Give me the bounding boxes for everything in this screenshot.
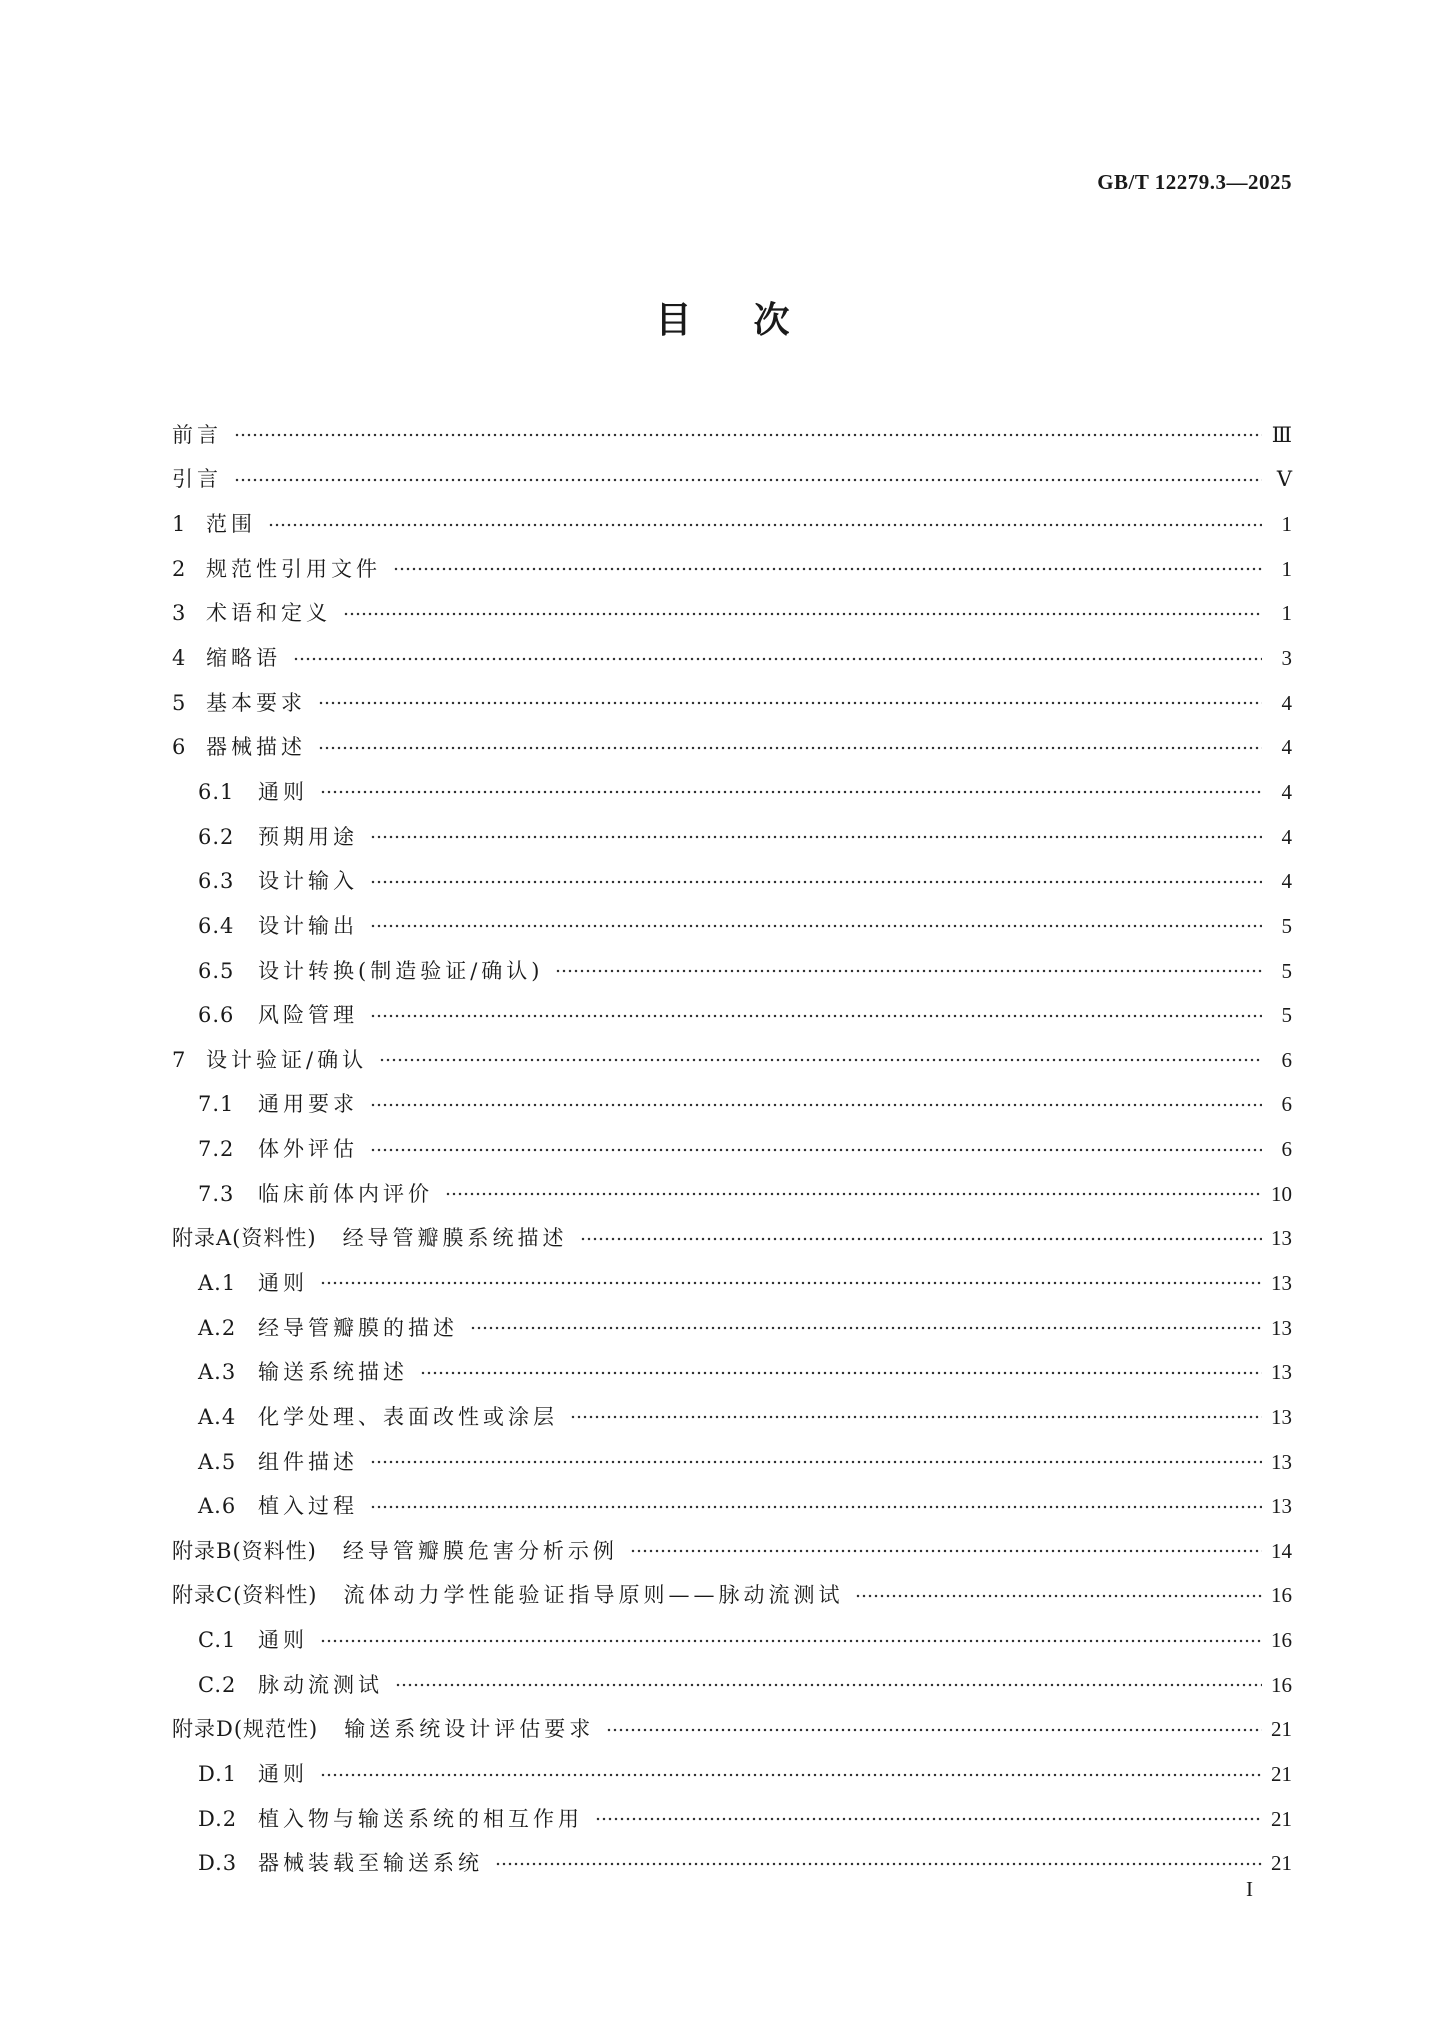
toc-entry-number: 6.1 [198, 779, 235, 804]
toc-entry-page-number: 5 [1281, 1003, 1292, 1028]
toc-entry-page-number: 4 [1281, 779, 1292, 804]
toc-entry-number: 7.3 [198, 1181, 235, 1206]
toc-entry[interactable] [172, 413, 1292, 458]
toc-entry-title: 通则 [258, 1628, 308, 1653]
toc-entry-title: 流体动力学性能验证指导原则——脉动流测试 [343, 1583, 844, 1608]
toc-entry-page-number: 3 [1281, 646, 1292, 671]
toc-entry-title: 设计验证/确认 [206, 1047, 368, 1072]
dot-leader [370, 1103, 1262, 1107]
toc-entry[interactable] [172, 547, 1292, 592]
toc-entry-number: 3 [172, 601, 187, 626]
toc-entry-title: 通则 [258, 1762, 308, 1787]
toc-entry-title: 器械描述 [206, 735, 306, 760]
toc-entry-number: A.1 [198, 1270, 237, 1295]
toc-entry[interactable] [172, 725, 1292, 770]
toc-entry[interactable] [172, 859, 1292, 904]
toc-entry[interactable] [172, 1752, 1292, 1797]
toc-entry-page-number: 16 [1271, 1628, 1292, 1653]
dot-leader [343, 612, 1262, 616]
dot-leader [318, 701, 1262, 705]
toc-entry-number: 4 [172, 646, 187, 671]
toc-entry-title: 规范性引用文件 [206, 556, 381, 581]
toc-entry-title: 通则 [258, 1270, 308, 1295]
dot-leader [370, 924, 1262, 928]
toc-entry-annex-type: (资料性) [232, 1538, 317, 1563]
dot-leader [570, 1415, 1262, 1419]
dot-leader [370, 1014, 1262, 1018]
toc-entry-page-number: 1 [1281, 601, 1292, 626]
toc-entry-page-number: 13 [1271, 1360, 1292, 1385]
toc-entry-page-number: 4 [1281, 735, 1292, 760]
dot-leader [580, 1237, 1262, 1241]
toc-entry-title: 设计输入 [258, 869, 358, 894]
toc-entry-page-number: 21 [1271, 1851, 1292, 1876]
toc-entry-number: 附录C [172, 1583, 234, 1608]
toc-entry-number: A.4 [198, 1404, 237, 1429]
dot-leader [395, 1683, 1262, 1687]
dot-leader [370, 1505, 1262, 1509]
toc-entry[interactable] [172, 1083, 1292, 1128]
toc-entry-number: 7 [172, 1047, 187, 1072]
toc-entry[interactable] [172, 1440, 1292, 1485]
toc-entry-number: C.2 [198, 1672, 237, 1697]
toc-entry-page-number: 13 [1271, 1449, 1292, 1474]
toc-entry-number: 6.4 [198, 913, 235, 938]
toc-entry-number: A.2 [198, 1315, 237, 1340]
toc-entry-number: 6.2 [198, 824, 235, 849]
toc-entry-page-number: Ⅲ [1271, 422, 1292, 447]
dot-leader [370, 880, 1262, 884]
toc-entry[interactable] [172, 1038, 1292, 1083]
toc-entry[interactable] [172, 1574, 1292, 1619]
toc-entry-title: 设计转换(制造验证/确认) [258, 958, 544, 983]
toc-entry-title: 引言 [172, 467, 222, 492]
toc-entry-title: 基本要求 [206, 690, 306, 715]
dot-leader [320, 790, 1262, 794]
toc-entry-number: 附录B [172, 1538, 233, 1563]
toc-entry-number: 2 [172, 556, 187, 581]
dot-leader [855, 1594, 1262, 1598]
toc-entry-number: D.3 [198, 1851, 238, 1876]
dot-leader [495, 1862, 1262, 1866]
toc-entry[interactable] [172, 1842, 1292, 1887]
toc-entry-title: 经导管瓣膜系统描述 [342, 1226, 568, 1251]
toc-entry-number: 7.1 [198, 1092, 235, 1117]
toc-entry-number: D.2 [198, 1806, 238, 1831]
dot-leader [318, 746, 1262, 750]
toc-entry[interactable] [172, 1261, 1292, 1306]
toc-entry[interactable] [172, 770, 1292, 815]
dot-leader [470, 1326, 1262, 1330]
toc-entry-page-number: 4 [1281, 869, 1292, 894]
toc-entry-annex-type: (规范性) [233, 1717, 319, 1742]
toc-entry-number: C.1 [198, 1628, 237, 1653]
toc-entry-page-number: 13 [1271, 1226, 1292, 1251]
page-number: I [1246, 1877, 1253, 1901]
toc-entry[interactable] [172, 1484, 1292, 1529]
toc-entry-page-number: 16 [1271, 1583, 1292, 1608]
toc-entry[interactable] [172, 815, 1292, 860]
toc-entry-page-number: 10 [1271, 1181, 1292, 1206]
dot-leader [630, 1549, 1262, 1553]
toc-entry[interactable] [172, 1797, 1292, 1842]
toc-entry-title: 缩略语 [206, 646, 281, 671]
dot-leader [293, 657, 1262, 661]
toc-entry[interactable] [172, 458, 1292, 503]
toc-entry[interactable] [172, 1618, 1292, 1663]
toc-entry-title: 器械装载至输送系统 [258, 1851, 483, 1876]
dot-leader [370, 1460, 1262, 1464]
toc-entry-title: 设计输出 [258, 913, 358, 938]
toc-entry-annex-type: (资料性) [233, 1583, 318, 1608]
toc-entry-page-number: 5 [1281, 913, 1292, 938]
toc-entry-number: A.3 [198, 1360, 237, 1385]
toc-entry-page-number: 6 [1281, 1047, 1292, 1072]
toc-entry-page-number: 21 [1271, 1806, 1292, 1831]
toc-entry-page-number: 6 [1281, 1137, 1292, 1162]
toc-entry-number: 1 [172, 512, 187, 537]
dot-leader [445, 1192, 1262, 1196]
toc-entry-title: 风险管理 [258, 1003, 358, 1028]
toc-entry-page-number: 6 [1281, 1092, 1292, 1117]
toc-entry-title: 临床前体内评价 [258, 1181, 433, 1206]
toc-entry[interactable] [172, 681, 1292, 726]
toc-entry-title: 预期用途 [258, 824, 358, 849]
toc-entry-number: 附录A [172, 1226, 233, 1251]
toc-entry[interactable] [172, 1395, 1292, 1440]
toc-entry[interactable] [172, 1306, 1292, 1351]
dot-leader [320, 1639, 1262, 1643]
toc-entry-page-number: 13 [1271, 1494, 1292, 1519]
table-of-contents [172, 413, 1292, 1886]
toc-entry[interactable] [172, 904, 1292, 949]
toc-entry[interactable] [172, 502, 1292, 547]
toc-entry-title: 组件描述 [258, 1449, 358, 1474]
toc-entry-title: 前言 [172, 422, 222, 447]
toc-entry-title: 经导管瓣膜的描述 [258, 1315, 458, 1340]
toc-entry-page-number: 1 [1281, 556, 1292, 581]
toc-entry-page-number: 13 [1271, 1270, 1292, 1295]
dot-leader [595, 1817, 1262, 1821]
toc-entry-annex-type: (资料性) [232, 1226, 317, 1251]
toc-entry-title: 体外评估 [258, 1137, 358, 1162]
toc-entry[interactable] [172, 993, 1292, 1038]
dot-leader [268, 523, 1262, 527]
toc-entry-number: 6.6 [198, 1003, 235, 1028]
toc-entry[interactable] [172, 1127, 1292, 1172]
toc-entry[interactable] [172, 1350, 1292, 1395]
toc-entry-number: A.5 [198, 1449, 237, 1474]
toc-entry-number: 5 [172, 690, 187, 715]
toc-entry-number: 7.2 [198, 1137, 235, 1162]
toc-entry-page-number: 21 [1271, 1717, 1292, 1742]
toc-entry-number: 6 [172, 735, 187, 760]
page-title: 目次 [655, 300, 852, 341]
toc-entry-title: 植入物与输送系统的相互作用 [258, 1806, 583, 1831]
dot-leader [370, 1148, 1262, 1152]
toc-entry-title: 通则 [258, 779, 308, 804]
toc-entry[interactable] [172, 1529, 1292, 1574]
toc-entry[interactable] [172, 1172, 1292, 1217]
dot-leader [555, 969, 1262, 973]
dot-leader [320, 1281, 1262, 1285]
toc-entry-title: 通用要求 [258, 1092, 358, 1117]
toc-entry[interactable] [172, 1708, 1292, 1753]
toc-entry-page-number: 4 [1281, 690, 1292, 715]
toc-entry[interactable] [172, 1663, 1292, 1708]
toc-entry-page-number: 21 [1271, 1762, 1292, 1787]
dot-leader [606, 1728, 1262, 1732]
toc-entry[interactable] [172, 592, 1292, 637]
toc-entry-page-number: 4 [1281, 824, 1292, 849]
toc-entry-page-number: 13 [1271, 1404, 1292, 1429]
toc-entry-title: 脉动流测试 [258, 1672, 383, 1697]
dot-leader [320, 1773, 1262, 1777]
toc-entry-title: 化学处理、表面改性或涂层 [258, 1404, 558, 1429]
toc-entry[interactable] [172, 1217, 1292, 1262]
toc-entry-title: 范围 [206, 512, 256, 537]
standard-number: GB/T 12279.3—2025 [1097, 170, 1292, 194]
toc-entry[interactable] [172, 636, 1292, 681]
dot-leader [393, 567, 1262, 571]
toc-entry-title: 经导管瓣膜危害分析示例 [342, 1538, 618, 1563]
dot-leader [379, 1058, 1262, 1062]
dot-leader [234, 433, 1262, 437]
toc-entry-page-number: 5 [1281, 958, 1292, 983]
dot-leader [370, 835, 1262, 839]
toc-entry-page-number: Ⅴ [1276, 467, 1292, 492]
toc-entry[interactable] [172, 949, 1292, 994]
toc-entry-title: 植入过程 [258, 1494, 358, 1519]
toc-entry-number: 6.5 [198, 958, 235, 983]
toc-entry-page-number: 16 [1271, 1672, 1292, 1697]
toc-entry-number: 附录D [172, 1717, 234, 1742]
toc-entry-page-number: 14 [1271, 1538, 1292, 1563]
toc-entry-title: 输送系统设计评估要求 [344, 1717, 595, 1742]
toc-entry-number: 6.3 [198, 869, 235, 894]
toc-entry-number: D.1 [198, 1762, 238, 1787]
toc-entry-page-number: 1 [1281, 512, 1292, 537]
toc-entry-page-number: 13 [1271, 1315, 1292, 1340]
dot-leader [234, 478, 1262, 482]
toc-entry-number: A.6 [198, 1494, 237, 1519]
toc-entry-title: 术语和定义 [206, 601, 331, 626]
toc-entry-title: 输送系统描述 [258, 1360, 408, 1385]
dot-leader [420, 1371, 1262, 1375]
